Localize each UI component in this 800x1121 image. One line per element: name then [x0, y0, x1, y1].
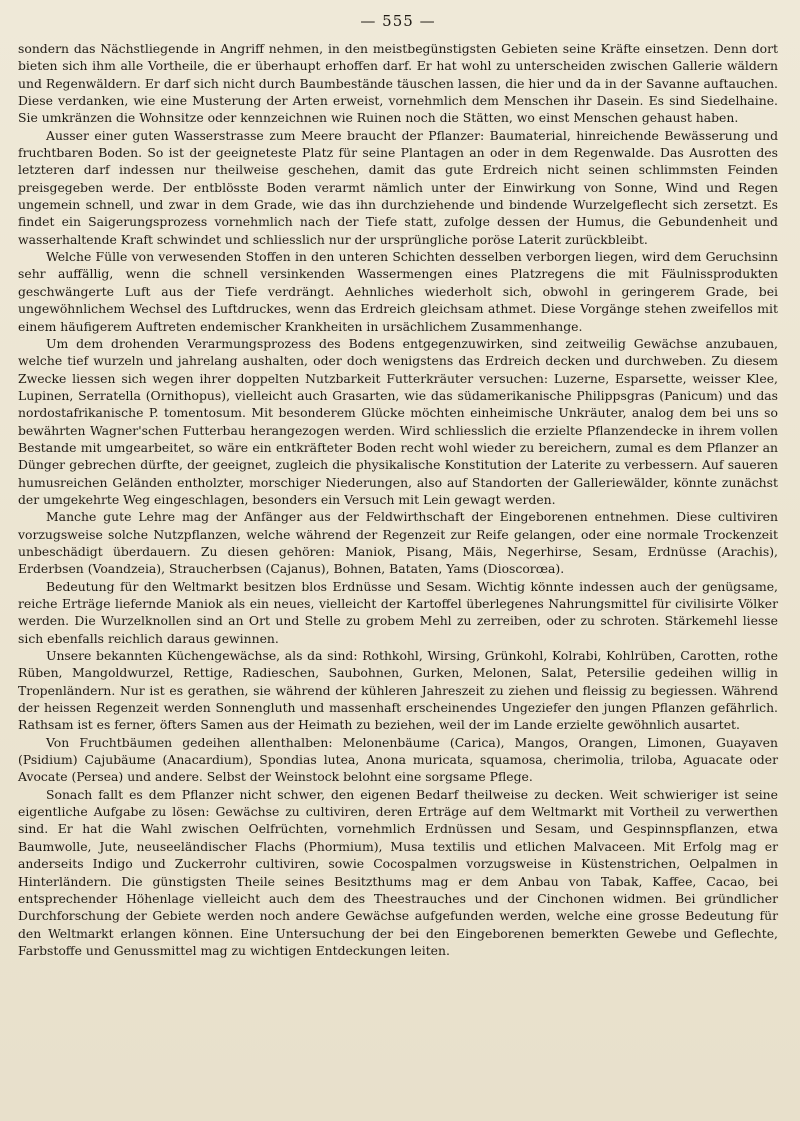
paragraph-7: Unsere bekannten Küchengewächse, als da sind: Rothkohl, Wirsing, Grünkohl, Kolrabi, Kohlrüben, Carotten, rothe Rüben, Mangoldwurzel, Rettige, Radieschen, Saubohnen, Gurken, Melonen, Salat, Petersilie gedeihen willig in Tropenländern. Nur ist es gerathen, sie während der kühleren Jahreszeit zu ziehen und fleissig zu begiessen. Während der heissen Regenzeit werden Sonnengluth und massenhaft erscheinendes Ungeziefer den jungen Pflanzen gefährlich. Rathsam ist es ferner, öfters Samen aus der Heimath zu beziehen, weil der im Lande erzielte gewöhnlich ausartet. — [18, 648, 778, 733]
paragraph-6: Bedeutung für den Weltmarkt besitzen blos Erdnüsse und Sesam. Wichtig könnte indessen auch der genügsame, reiche Erträge liefernde Maniok als ein neues, vielleicht der Kartoffel überlegenes Nahrungsmittel für civilisirte Völker werden. Die Wurzelknollen sind an Ort und Stelle zu grobem Mehl zu zerreiben, oder zu schroten. Stärkemehl liesse sich ebenfalls reichlich daraus gewinnen. — [18, 578, 778, 646]
page-number: — 555 — — [360, 12, 436, 30]
paragraph-5: Manche gute Lehre mag der Anfänger aus der Feldwirthschaft der Eingeborenen entnehmen. Diese cultiviren vorzugsweise solche Nutzpflanzen, welche während der Regenzeit zur Reife gelangen, oder eine normale Trockenzeit unbeschädigt überdauern. Zu diesen gehören: Maniok, Pisang, Mäis, Negerhirse, Sesam, Erdnüsse (Arachis), Erderbsen (Voandzeia), Straucherbsen (Cajanus), Bohnen, Bataten, Yams (Dioscorœa). — [18, 509, 778, 577]
paragraph-3: Welche Fülle von verwesenden Stoffen in den unteren Schichten desselben verborgen liegen, wird dem Geruchsinn sehr auffällig, wenn die schnell versinkenden Wassermengen eines Platzregens die mit Fäulnissprodukten geschwängerte Luft aus der Tiefe verdrängt. Aehnliches wiederholt sich, obwohl in geringerem Grade, bei ungewöhnlichem Wechsel des Luftdruckes, wenn das Erdreich gleichsam athmet. Diese Vorgänge stehen zweifellos mit einem häufigerem Auftreten endemischer Krankheiten in ursächlichem Zusammenhange. — [18, 249, 778, 334]
paragraph-1: sondern das Nächstliegende in Angriff nehmen, in den meistbegünstigsten Gebieten seine Kräfte einsetzen. Denn dort bieten sich ihm alle Vortheile, die er überhaupt erhoffen darf. Er hat wohl zu unterscheiden zwischen Gallerie wäldern und Regenwäldern. Er darf sich nicht durch Baumbestände täuschen lassen, die hier und da in der Savanne auftauchen. Diese verdanken, wie eine Musterung der Arten erweist, vornehmlich dem Menschen ihr Dasein. Es sind Siedelhaine. Sie umkränzen die Wohnsitze oder kennzeichnen wie Ruinen noch die Stätten, wo einst Menschen gehaust haben. — [18, 41, 778, 126]
paragraph-8: Von Fruchtbäumen gedeihen allenthalben: Melonenbäume (Carica), Mangos, Orangen, Limonen, Guayaven (Psidium) Cajubäume (Anacardium), Spondias lutea, Anona muricata, squamosa, cherimolia, triloba, Aguacate oder Avocate (Persea) und andere. Selbst der Weinstock belohnt eine sorgsame Pflege. — [18, 734, 778, 785]
paragraph-9: Sonach fallt es dem Pflanzer nicht schwer, den eigenen Bedarf theilweise zu decken. Weit schwieriger ist seine eigentliche Aufgabe zu lösen: Gewächse zu cultiviren, deren Erträge auf dem Weltmarkt mit Vortheil zu verwerthen sind. Er hat die Wahl zwischen Oelfrüchten, vornehmlich Erdnüssen und Sesam, und Gespinnspflanzen, etwa Baumwolle, Jute, neuseeländischer Flachs (Phormium), Musa textilis und etlichen Malvaceen. Mit Erfolg mag er anderseits Indigo und Zuckerrohr cultiviren, sowie Cocospalmen vorzugsweise in Küstenstrichen, Oelpalmen in Hinterländern. Die günstigsten Theile seines Besitzthums mag er dem Anbau von Tabak, Kaffee, Cacao, bei entsprechender Höhenlage vielleicht auch dem des Theestrauches und der Cinchonen widmen. Bei gründlicher Durchforschung der Gebiete werden noch andere Gewächse aufgefunden werden, welche eine grosse Bedeutung für den Weltmarkt erlangen können. Eine Untersuchung der bei den Eingeborenen bemerkten Gewebe und Geflechte, Farbstoffe und Genussmittel mag zu wichtigen Entdeckungen leiten. — [18, 786, 778, 958]
paragraph-2: Ausser einer guten Wasserstrasse zum Meere braucht der Pflanzer: Baumaterial, hinreichende Bewässerung und fruchtbaren Boden. So ist der geeigneteste Platz für seine Plantagen an oder in dem Regenwalde. Das Ausrotten des letzteren darf indessen nur theilweise geschehen, damit das gute Erdreich nicht seinen schlimmsten Feinden preisgegeben werde. Der entblösste Boden verarmt nämlich unter der Einwirkung von Sonne, Wind und Regen ungemein schnell, und zwar in dem Grade, wie das ihn durchziehende und bindende Wurzelgeflecht sich zersetzt. Es findet ein Saigerungsprozess vornehmlich nach der Tiefe statt, zufolge dessen der Humus, die Gebundenheit und wasserhaltende Kraft schwindet und schliesslich nur der ursprüngliche poröse Laterit zurückbleibt. — [18, 127, 778, 247]
body-text — [18, 40, 778, 959]
paragraph-4: Um dem drohenden Verarmungsprozess des Bodens entgegenzuwirken, sind zeitweilig Gewächse anzubauen, welche tief wurzeln und jahrelang aushalten, oder doch wenigstens das Erdreich decken und durchweben. Zu diesem Zwecke liessen sich wegen ihrer doppelten Nutzbarkeit Futterkräuter versuchen: Luzerne, Esparsette, weisser Klee, Lupinen, Serratella (Ornithopus), vielleicht auch Grasarten, wie das südamerikanische Philippsgras (Panicum) und das nordostafrikanische P. tomentosum. Mit besonderem Glücke möchten einheimische Unkräuter, analog dem bei uns so bewährten Wagner'schen Futterbau herangezogen werden. Wird schliesslich die erzielte Pflanzendecke in ihrem vollen Bestande mit umgearbeitet, so wäre ein entkräfteter Boden recht wohl wieder zu bereichern, zumal es dem Pflanzer an Dünger gebrechen dürfte, der geeignet, zugleich die physikalische Konstitution der Laterite zu verbessern. Auf saueren humusreichen Geländen entholzter, morschiger Niederungen, also auf Standorten der Galleriewälder, könnte zunächst der umgekehrte Weg eingeschlagen, besonders ein Versuch mit Lein gewagt werden. — [18, 335, 778, 507]
